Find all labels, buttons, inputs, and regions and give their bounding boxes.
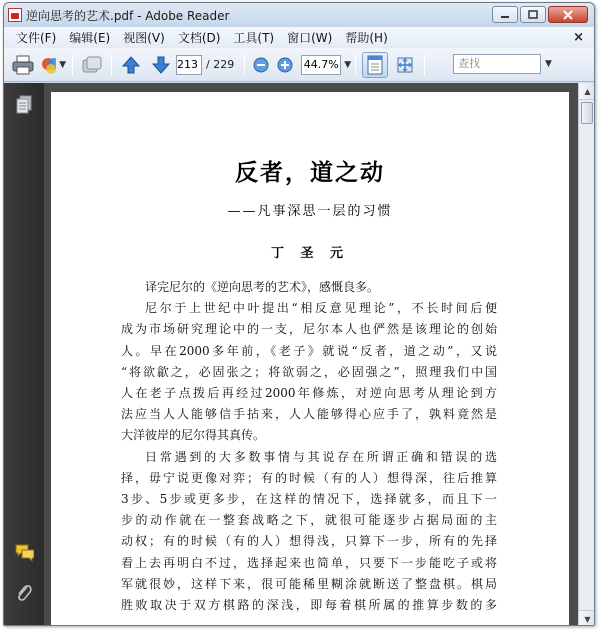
zoom-in-icon	[277, 57, 293, 73]
zoom-out-icon	[253, 57, 269, 73]
title-bar	[4, 3, 594, 27]
collaborate-dropdown-icon[interactable]: ▼	[59, 59, 66, 70]
body-text-line: 胜败取决于双方棋路的深浅，即每着棋所属的推算步数的多	[121, 598, 497, 613]
pages-button[interactable]	[14, 95, 34, 115]
page-up-icon	[121, 55, 141, 75]
window-title: 逆向思考的艺术.pdf - Adobe Reader	[26, 8, 230, 23]
body-text-line: 动权；有的时候（有的人）想得浅，只算下一步，所有的先择	[121, 534, 497, 549]
toolbar	[4, 48, 594, 82]
fit-page-icon	[366, 55, 384, 75]
navigation-panel	[4, 83, 44, 626]
next-page-button[interactable]	[148, 52, 174, 78]
document-view[interactable]	[44, 83, 595, 626]
menu-view[interactable]: 视图(V)	[123, 31, 165, 45]
toolbar-separator	[72, 54, 73, 76]
body-text-line: 大洋彼岸的尼尔得其真传。	[121, 428, 266, 443]
search-dropdown-icon[interactable]: ▼	[545, 59, 552, 69]
body-text-line: 人。早在2000多年前，《老子》就说“反者，道之动”，又说	[121, 343, 497, 358]
body-text-line: 步的动作就在一整套战略之下，就很可能逐步占据局面的主	[121, 513, 497, 528]
close-document-button[interactable]: ×	[573, 30, 584, 45]
comments-icon	[14, 543, 34, 563]
body-text-line: “将欲歙之，必固张之；将欲弱之，必固强之”，照理我们中国	[121, 364, 497, 379]
collaborate-icon	[40, 55, 56, 75]
share-button[interactable]	[79, 52, 105, 78]
close-icon	[563, 10, 573, 20]
menu-file[interactable]: 文件(F)	[16, 31, 57, 45]
comments-button[interactable]	[14, 543, 34, 563]
body-text-line: 看上去再明白不过，选择起来也简单，只要下一步能吃子或将	[121, 555, 497, 570]
body-text-line: 人在老子点拨后再经过2000年修炼，对逆向思考从理论到方	[121, 386, 497, 401]
full-screen-icon	[395, 55, 415, 75]
pdf-page	[51, 92, 569, 626]
body-text-line: 尼尔于上世纪中叶提出“相反意见理论”，不长时间后便	[145, 301, 497, 316]
page-total-label: / 229	[206, 58, 235, 71]
collaborate-button[interactable]	[40, 52, 66, 78]
zoom-out-button[interactable]	[251, 52, 271, 78]
document-title: 反者，道之动	[235, 159, 385, 186]
menu-bar	[4, 27, 594, 48]
scroll-up-icon[interactable]: ▲	[579, 83, 595, 100]
zoom-dropdown-icon[interactable]: ▼	[344, 59, 352, 70]
toolbar-separator	[111, 54, 112, 76]
document-body	[121, 277, 497, 616]
body-text-line: 3步、5步或更多步，在这样的情况下，选择就多，而且下一	[121, 492, 497, 507]
attachments-button[interactable]	[14, 583, 34, 603]
document-subtitle: ——凡事深思一层的习惯	[227, 204, 393, 219]
body-text-line: 成为市场研究理论中的一支，尼尔本人也俨然是该理论的创始	[121, 322, 497, 337]
search-input[interactable]: 查找	[453, 54, 541, 74]
fit-page-button[interactable]	[362, 52, 388, 78]
document-author: 丁 圣 元	[270, 246, 350, 261]
print-button[interactable]	[10, 52, 36, 78]
scroll-down-icon[interactable]: ▼	[579, 610, 595, 626]
menu-edit[interactable]: 编辑(E)	[69, 31, 111, 45]
menu-window[interactable]: 窗口(W)	[287, 31, 333, 45]
pages-icon	[15, 95, 33, 115]
body-text-line: 军就很妙，这样下来，很可能稀里糊涂就断送了整盘棋。棋局	[121, 576, 497, 591]
minimize-button[interactable]	[492, 6, 518, 23]
window-controls	[492, 6, 588, 23]
body-text-line: 译完尼尔的《逆向思考的艺术》，感慨良多。	[145, 280, 380, 294]
close-window-button[interactable]	[548, 6, 588, 23]
full-screen-button[interactable]	[392, 52, 418, 78]
share-icon	[81, 55, 103, 75]
body-text-line: 日常遇到的大多数事情与其说存在所谓正确和错误的选	[145, 449, 497, 464]
maximize-icon	[528, 10, 538, 19]
toolbar-separator	[424, 54, 425, 76]
adobe-reader-window	[3, 2, 595, 626]
attachments-icon	[15, 582, 33, 604]
maximize-button[interactable]	[520, 6, 546, 23]
menu-tools[interactable]: 工具(T)	[233, 31, 275, 45]
print-icon	[12, 55, 34, 75]
pdf-file-icon	[8, 8, 22, 22]
menu-document[interactable]: 文档(D)	[177, 31, 221, 45]
zoom-level-input[interactable]: 44.7%	[301, 55, 341, 75]
previous-page-button[interactable]	[118, 52, 144, 78]
scrollbar-thumb[interactable]	[581, 102, 593, 124]
vertical-scrollbar[interactable]	[578, 83, 595, 626]
zoom-in-button[interactable]	[275, 52, 295, 78]
toolbar-separator	[355, 54, 356, 76]
menu-help[interactable]: 帮助(H)	[345, 31, 388, 45]
page-down-icon	[151, 55, 171, 75]
body-text-line: 法应当人人能够信手拈来，人人能够得心应手了，孰料竟然是	[121, 407, 497, 422]
minimize-icon	[500, 11, 510, 19]
toolbar-separator	[244, 54, 245, 76]
page-number-input[interactable]: 213	[176, 55, 202, 75]
body-text-line: 择，毋宁说更像对弈；有的时候（有的人）想得深，往后推算	[121, 470, 497, 485]
